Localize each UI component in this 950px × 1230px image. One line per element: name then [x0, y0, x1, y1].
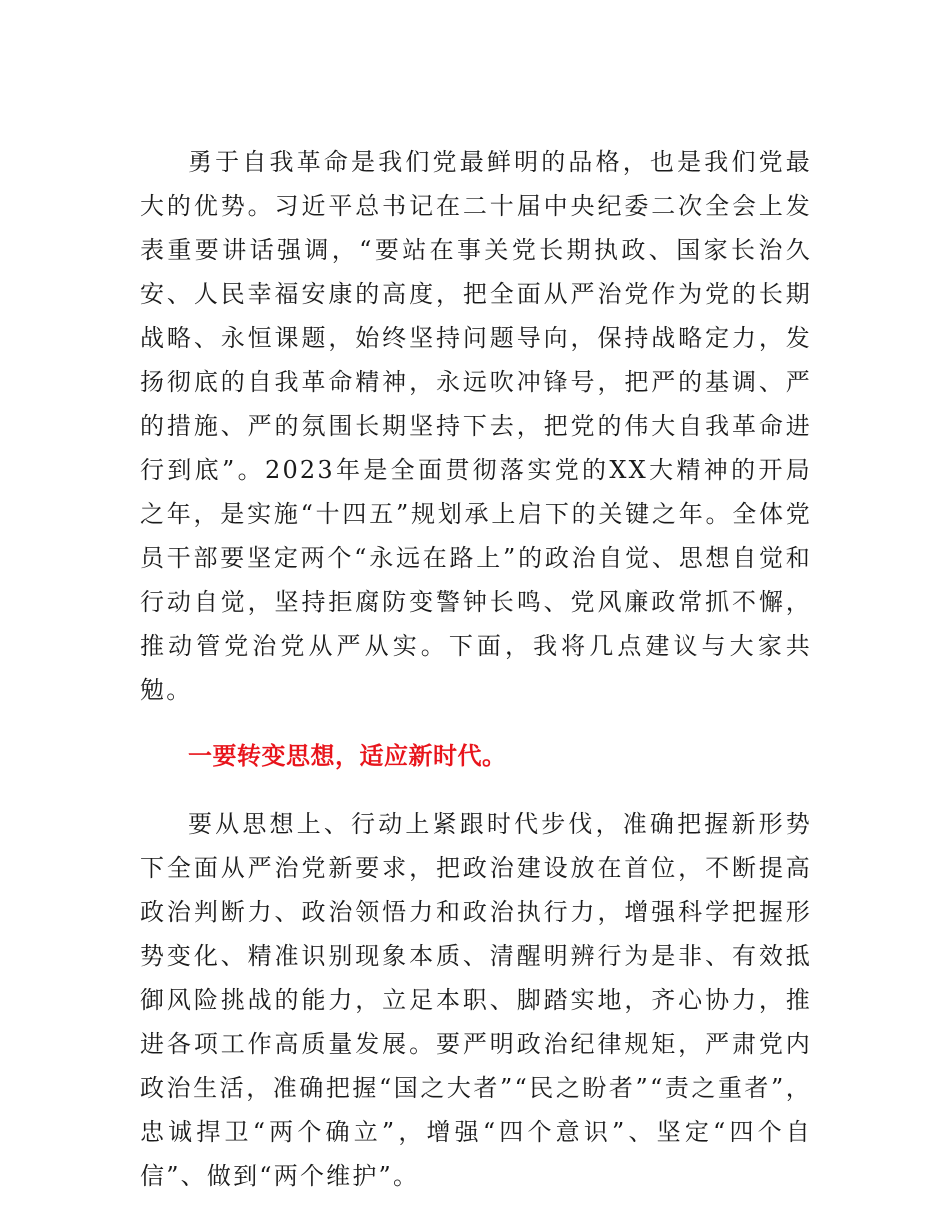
section-heading: 一要转变思想，适应新时代。 — [188, 742, 507, 770]
intro-paragraph: 勇于自我革命是我们党最鲜明的品格，也是我们党最大的优势。习近平总书记在二十届中央纪委二次全会上发表重要讲话强调，“要站在事关党长期执政、国家长治久安、人民幸福安康的高度，把全面从严治党作为党的长期战略、永恒课题，始终坚持问题导向，保持战略定力，发扬彻底的自我革命精神，永远吹冲锋号，把严的基调、严的措施、严的氛围长期坚持下去，把党的伟大自我革命进行到底”。2023年是全面贯彻落实党的XX大精神的开局之年，是实施“十四五”规划承上启下的关键之年。全体党员干部要坚定两个“永远在路上”的政治自觉、思想自觉和行动自觉，坚持拒腐防变警钟长鸣、党风廉政常抓不懈，推动管党治党从严从实。下面，我将几点建议与大家共勉。 — [140, 148, 812, 704]
section-paragraph: 要从思想上、行动上紧跟时代步伐，准确把握新形势下全面从严治党新要求，把政治建设放在首位，不断提高政治判断力、政治领悟力和政治执行力，增强科学把握形势变化、精准识别现象本质、清醒明辨行为是非、有效抵御风险挑战的能力，立足本职、脚踏实地，齐心协力，推进各项工作高质量发展。要严明政治纪律规矩，严肃党内政治生活，准确把握“国之大者”“民之盼者”“责之重者”，忠诚捍卫“两个确立”，增强“四个意识”、坚定“四个自信”、做到“两个维护”。 — [140, 810, 812, 1190]
document-body — [140, 140, 812, 1198]
